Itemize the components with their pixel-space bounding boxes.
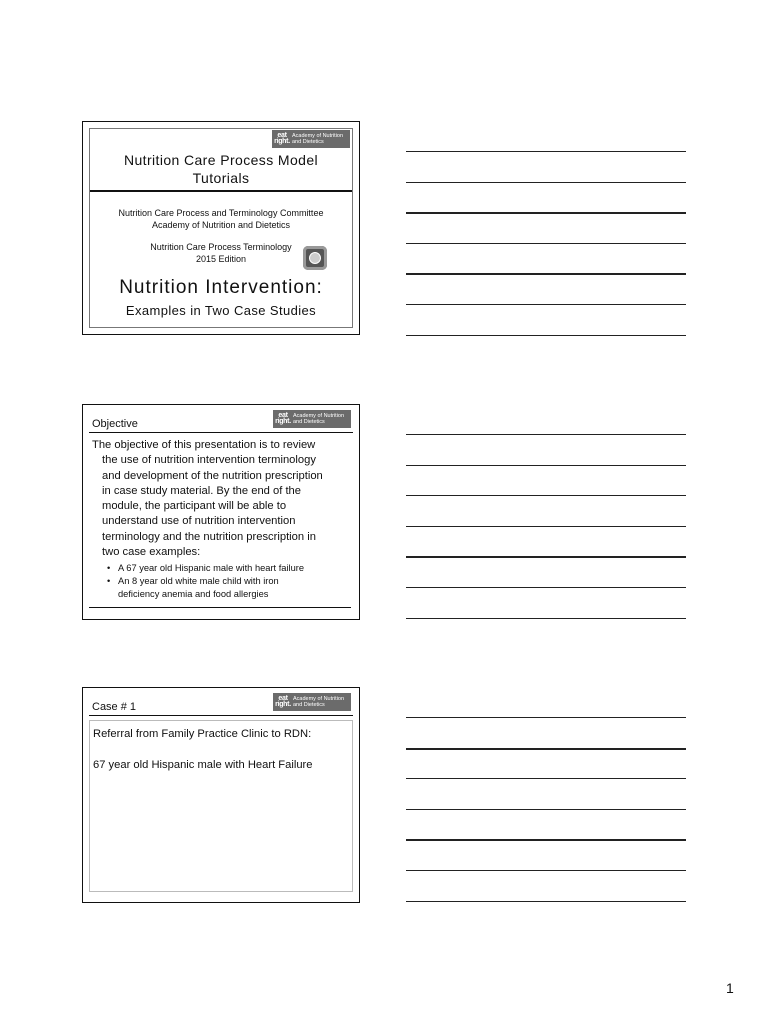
- edition-line1: Nutrition Care Process Terminology: [150, 242, 292, 252]
- body-line: and development of the nutrition prescription: [102, 469, 323, 482]
- notes-line: [406, 182, 686, 183]
- notes-line: [406, 556, 686, 558]
- heading-divider: [89, 432, 353, 433]
- academy-logo-text: Academy of Nutrition and Dietetics: [293, 413, 345, 425]
- notes-line: [406, 618, 686, 619]
- academy-logo-text: Academy of Nutrition and Dietetics: [292, 133, 344, 145]
- referral-line: Referral from Family Practice Clinic to RDN:: [93, 728, 312, 740]
- tutorial-title-line2: Tutorials: [192, 170, 250, 186]
- notes-line: [406, 335, 686, 336]
- bullet-icon: •: [107, 576, 111, 586]
- body-line: the use of nutrition intervention terminology: [102, 454, 316, 467]
- tutorial-title-line1: Nutrition Care Process Model: [123, 152, 319, 168]
- notes-line: [406, 809, 686, 810]
- notes-line: [406, 273, 686, 275]
- notes-line: [406, 465, 686, 466]
- notes-line: [406, 748, 686, 750]
- notes-line: [406, 839, 686, 841]
- body-line: The objective of this presentation is to review: [92, 439, 316, 451]
- eat-right-logo-mark: eat right.: [275, 695, 291, 708]
- notes-line: [406, 495, 686, 496]
- notes-line: [406, 717, 686, 718]
- list-item-text: A 67 year old Hispanic male with heart failure: [118, 563, 305, 573]
- academy-logo: [273, 693, 351, 711]
- objective-body: [92, 438, 323, 560]
- slide-objective: [82, 404, 360, 620]
- title-divider: [90, 190, 352, 192]
- committee-text: [90, 207, 352, 231]
- page-number: 1: [726, 980, 734, 996]
- body-line: understand use of nutrition intervention: [102, 515, 296, 528]
- case-heading: Case # 1: [92, 701, 137, 713]
- heading-divider: [89, 715, 353, 716]
- academy-logo-text: Academy of Nutrition and Dietetics: [293, 696, 345, 708]
- academy-logo: [273, 410, 351, 428]
- notes-line: [406, 212, 686, 214]
- slide-frame: [89, 128, 353, 328]
- ncpt-book-icon: [303, 246, 327, 270]
- notes-line: [406, 778, 686, 779]
- notes-line: [406, 870, 686, 871]
- slide-case-1: [82, 687, 360, 903]
- main-title: Nutrition Intervention:: [119, 277, 323, 298]
- tutorial-title: [90, 151, 352, 187]
- notes-line: [406, 901, 686, 902]
- eat-right-logo-mark: eat right.: [275, 412, 291, 425]
- case-content-box: [89, 720, 353, 892]
- list-item-text: deficiency anemia and food allergies: [118, 589, 269, 599]
- notes-line: [406, 434, 686, 435]
- eat-right-logo-mark: eat right.: [274, 132, 290, 145]
- list-item: [92, 575, 304, 601]
- notes-line: [406, 304, 686, 305]
- objective-heading: Objective: [92, 418, 138, 430]
- body-line: terminology and the nutrition prescription in: [102, 530, 316, 543]
- notes-line: [406, 151, 686, 152]
- academy-logo: [272, 130, 350, 148]
- notes-line: [406, 526, 686, 527]
- body-line: in case study material. By the end of the: [102, 484, 301, 497]
- body-line: module, the participant will be able to: [102, 500, 287, 513]
- committee-line1: Nutrition Care Process and Terminology Committee: [118, 208, 324, 218]
- committee-line2: Academy of Nutrition and Dietetics: [151, 220, 291, 230]
- body-line: two case examples:: [102, 546, 201, 559]
- patient-line: 67 year old Hispanic male with Heart Failure: [93, 759, 313, 771]
- list-item: [92, 562, 304, 575]
- subtitle: Examples in Two Case Studies: [125, 303, 317, 318]
- footer-divider: [89, 607, 351, 608]
- case-list: [92, 562, 304, 601]
- notes-line: [406, 243, 686, 244]
- bullet-icon: •: [107, 563, 111, 573]
- list-item-text: An 8 year old white male child with iron: [118, 576, 279, 586]
- edition-line2: 2015 Edition: [195, 254, 247, 264]
- notes-line: [406, 587, 686, 588]
- slide-title: [82, 121, 360, 335]
